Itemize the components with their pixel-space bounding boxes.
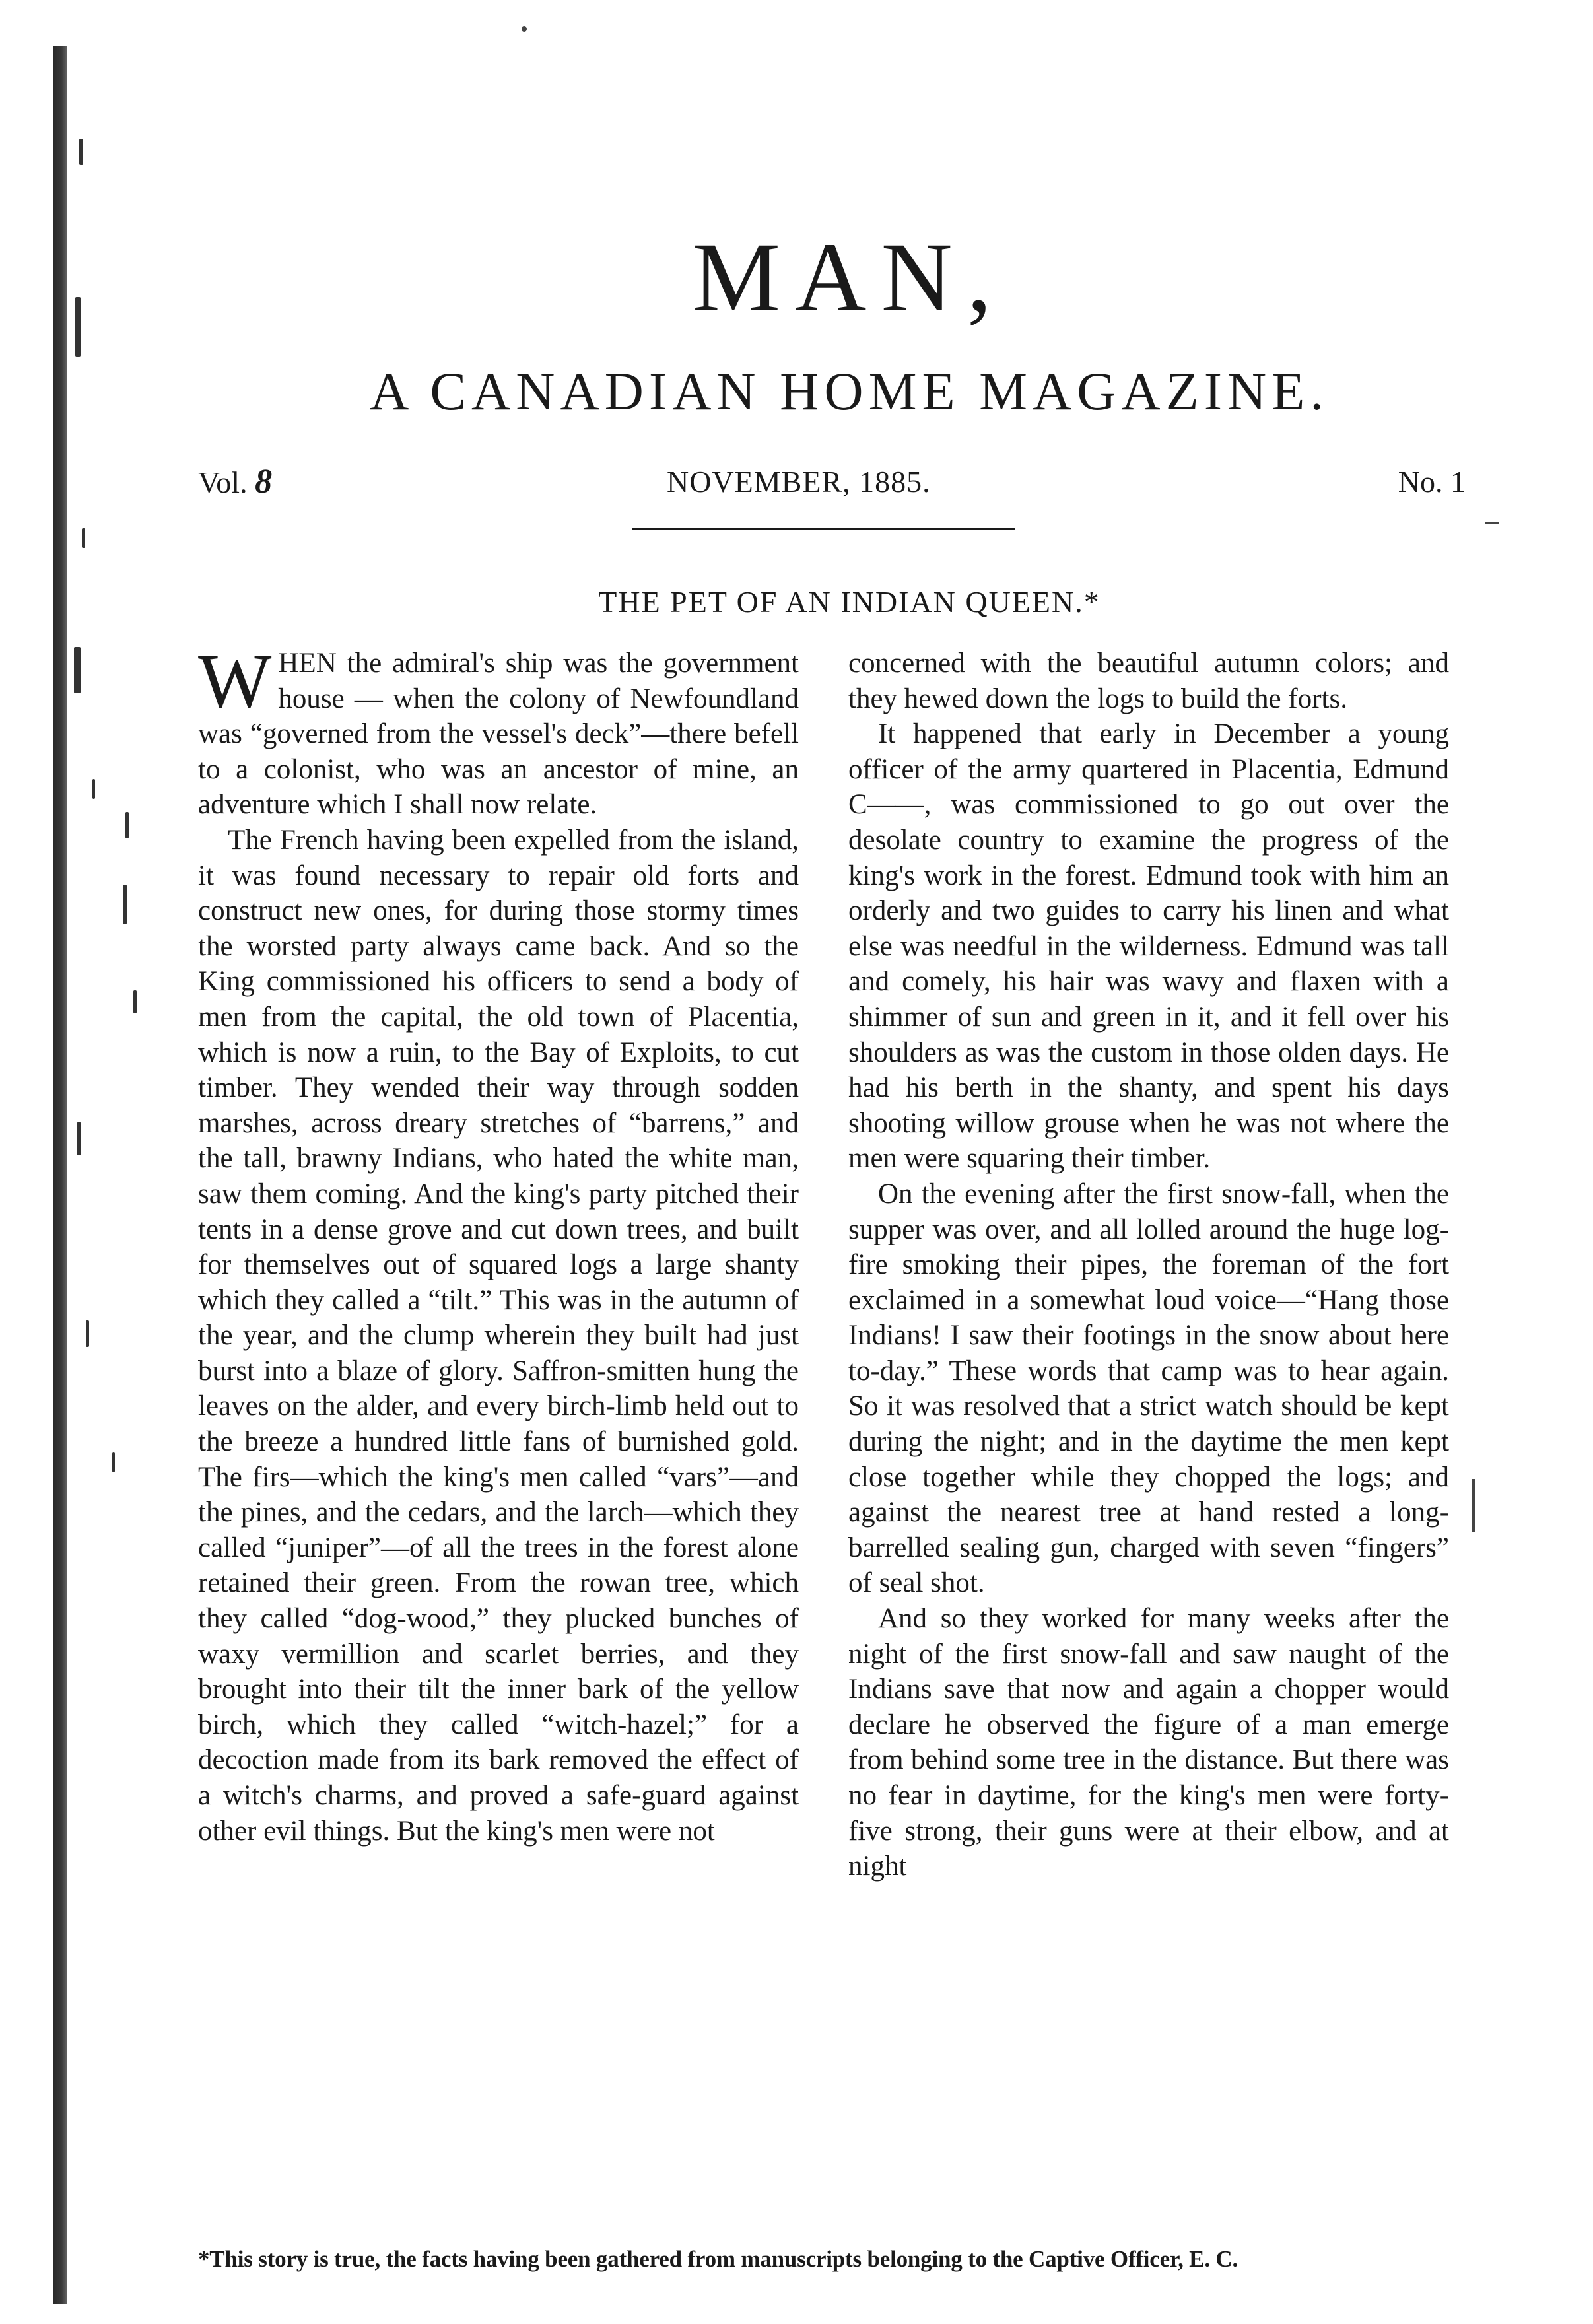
story-title: THE PET OF AN INDIAN QUEEN.* (598, 585, 1101, 619)
paragraph: And so they worked for many weeks after the night of the first snow-fall and saw naught of the Indians save that now and again a chopper would declare he observed the figure of a man emerge from behind some tree in the distance. But there was no fear in daytime, for the king's men were forty-five strong, their guns were at their elbow, and at night (848, 1603, 1449, 1882)
paragraph: The French having been expelled from the island, it was found necessary to repair old forts and construct new ones, for during those stormy times the worsted party always came back. And so the King commissioned his officers to send a body of men from the capital, the old town of Placentia, which is now a ruin, to the Bay of Exploits, to cut timber. They wended their way through sodden marshes, across dreary stretches of “barrens,” and the tall, brawny Indians, who hated the white man, saw them coming. And the king's party pitched their tents in a dense grove and cut down trees, and built for themselves out of squared logs a large shanty which they called a “tilt.” This was in the autumn of the year, and the clump wherein they built had just burst into a blaze of glory. Saffron-smitten hung the leaves on the alder, and every birch-limb held out to the breeze a hundred little fans of burnished gold. The firs—which the king's men called “vars”—and the pines, and the cedars, and the larch—which they called “juniper”—of all the trees in the forest alone retained their green. From the rowan tree, which they called “dog-wood,” they plucked bunches of waxy vermillion and scarlet berries, and they brought into their tilt the inner bark of the yellow birch, which they called “witch-hazel;” for a decoction made from its bark removed the effect of a witch's charms, and proved a safe-guard against other evil things. But the king's men were not (198, 824, 799, 1847)
header-rule (632, 528, 1015, 530)
volume (198, 462, 272, 502)
volume-label: Vol. (198, 465, 248, 499)
paragraph: On the evening after the first snow-fall, when the supper was over, and all lolled around the huge log-fire smoking their pipes, the foreman of the fort exclaimed in a somewhat loud voice—“Hang those Indians! I saw their footings in the snow about here to-day.” These words that camp was to hear again. So it was resolved that a strict watch should be kept during the night; and in the daytime the men kept close together while they chopped the logs; and against the nearest tree at hand rested a long-barrelled sealing gun, charged with seven “fingers” of seal shot. (848, 1178, 1449, 1599)
column-left (198, 638, 799, 1849)
page-speck (522, 26, 527, 32)
paragraph: concerned with the beautiful autumn colors; and they hewed down the logs to build the forts. (848, 648, 1449, 714)
drop-cap: W (198, 638, 272, 724)
issue-number: No. 1 (1398, 465, 1466, 498)
footnote: *This story is true, the facts having been gathered from manuscripts belonging to the Captive Officer, E. C. (198, 2246, 1238, 2272)
paragraph-text: HEN the admiral's ship was the government house — when the colony of Newfoundland was “governed from the vessel's deck”—there befell to a colonist, who was an ancestor of mine, an adventure which I shall now relate. (198, 648, 799, 821)
issue-date: NOVEMBER, 1885. (667, 465, 931, 498)
page-speck (1472, 1479, 1475, 1532)
paragraph: It happened that early in December a young officer of the army quartered in Placentia, Edmund C——, was commissioned to go out over the desolate country to examine the progress of the king's work in the forest. Edmund took with him an orderly and two guides to carry his linen and what else was needful in the wilderness. Edmund was tall and comely, his hair was wavy and flaxen with a shimmer of sun and green in it, and it fell over his shoulders as was the custom in those olden days. He had his berth in the shanty, and spent his days shooting willow grouse when he was not where the men were squaring their timber. (848, 718, 1449, 1175)
volume-number: 8 (255, 463, 273, 500)
page-speck (1485, 522, 1499, 524)
magazine-title: MAN, (692, 222, 1007, 332)
magazine-subtitle: A CANADIAN HOME MAGAZINE. (370, 361, 1329, 421)
issue-line (198, 462, 1466, 502)
paragraph (198, 638, 799, 823)
column-right (848, 646, 1449, 1884)
